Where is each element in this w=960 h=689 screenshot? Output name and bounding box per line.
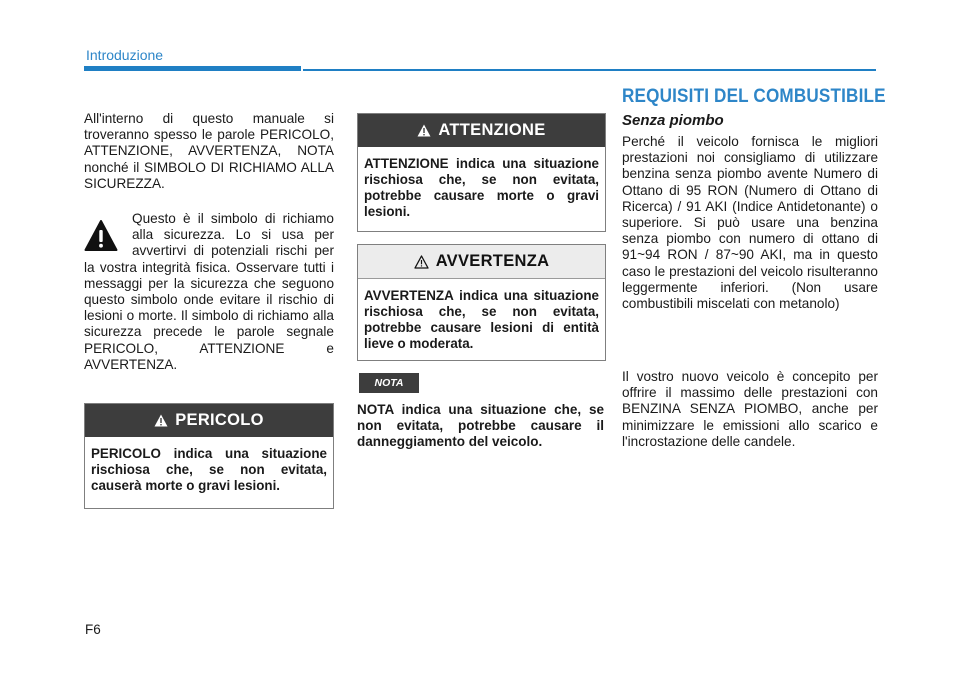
attenzione-box bbox=[357, 113, 606, 232]
avvertenza-title: AVVERTENZA bbox=[435, 252, 550, 270]
warning-triangle-icon bbox=[417, 124, 431, 137]
nota-badge: NOTA bbox=[359, 373, 419, 393]
header-rule-thin bbox=[303, 69, 876, 71]
pericolo-title: PERICOLO bbox=[175, 411, 264, 429]
header-rule-thick bbox=[84, 66, 301, 71]
intro-paragraph: All'interno di questo manuale si troveranno spesso le parole PERICOLO, ATTENZIONE, AVVERTENZA, NOTA nonché il SIMBOLO DI RICHIAMO ALLA SICUREZZA. bbox=[84, 111, 334, 191]
page-number: F6 bbox=[85, 622, 101, 637]
avvertenza-box bbox=[357, 244, 606, 361]
avvertenza-header bbox=[358, 245, 605, 279]
symbol-paragraph bbox=[84, 211, 334, 373]
fuel-paragraph-2: Il vostro nuovo veicolo è concepito per offrire il massimo delle prestazioni con BENZINA SENZA PIOMBO, anche per minimizzare le emissioni allo scarico e l'incrostazione delle candele. bbox=[622, 369, 878, 449]
attenzione-body: ATTENZIONE indica una situazione rischiosa che, se non evitata, potrebbe causare morte o gravi lesioni. bbox=[364, 156, 599, 219]
unleaded-subtitle: Senza piombo bbox=[622, 112, 724, 129]
warning-triangle-icon bbox=[84, 219, 118, 253]
attenzione-title: ATTENZIONE bbox=[438, 121, 546, 139]
pericolo-header bbox=[85, 404, 333, 437]
safety-symbol-block bbox=[84, 211, 334, 373]
warning-triangle-icon bbox=[154, 414, 168, 427]
pericolo-body: PERICOLO indica una situazione rischiosa che, se non evitata, causerà morte o gravi lesioni. bbox=[91, 446, 327, 493]
nota-text: NOTA indica una situazione che, se non evitata, potrebbe causare il danneggiamento del veicolo. bbox=[357, 402, 604, 449]
avvertenza-body: AVVERTENZA indica una situazione rischiosa che, se non evitata, potrebbe causare lesioni di entità lieve o moderata. bbox=[364, 288, 599, 351]
section-label: Introduzione bbox=[86, 47, 164, 63]
attenzione-header bbox=[358, 114, 605, 147]
pericolo-box bbox=[84, 403, 334, 509]
fuel-requirements-title: REQUISITI DEL COMBUSTIBILE bbox=[622, 86, 886, 107]
symbol-text: Questo è il simbolo di richiamo alla sicurezza. Lo si usa per avvertirvi di potenziali rischi per la vostra integrità fisica. Osservare tutti i messaggi per la sicurezza che seguono questo simbolo onde evitare il rischio di lesioni o morte. Il simbolo di richiamo alla sicurezza precede le parole segnale PERICOLO, ATTENZIONE e AVVERTENZA. bbox=[84, 211, 334, 372]
warning-triangle-outline-icon bbox=[414, 255, 429, 269]
fuel-paragraph-1: Perché il veicolo fornisca le migliori prestazioni noi consigliamo di utilizzare benzina senza piombo avente Numero di Ottano di 95 RON (Numero di Ottano di Ricerca) / 91 AKI (Indice Antidetonante) o superiore. Si può usare una benzina senza piombo con numero di ottano di 91~94 RON / 87~90 AKI, ma in questo caso le prestazioni del veicolo risulteranno leggermente inferiori. (Non usare combustibili miscelati con metanolo) bbox=[622, 134, 878, 312]
